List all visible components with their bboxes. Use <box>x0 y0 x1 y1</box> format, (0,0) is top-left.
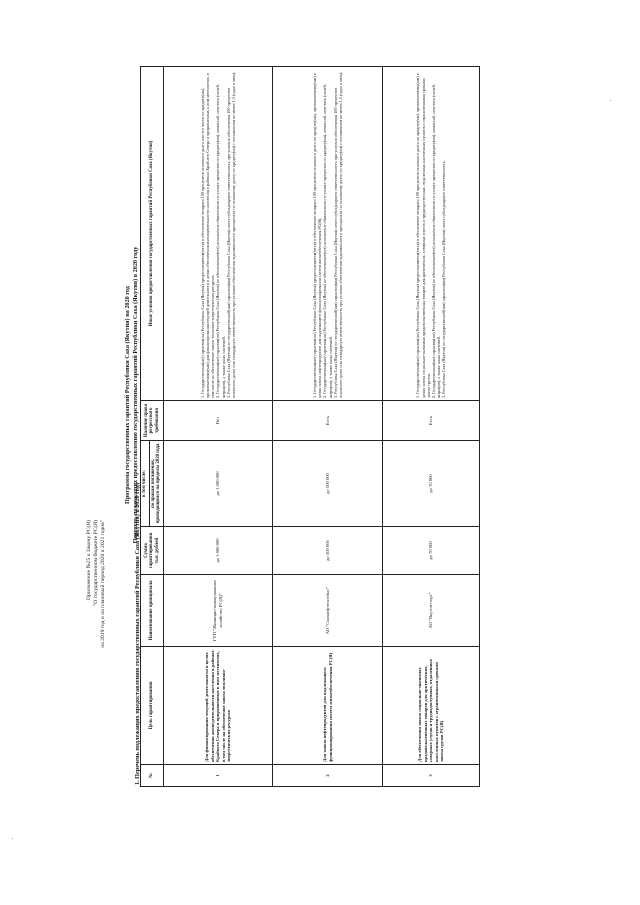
header-including-sub: по правам погашения, приходящимся на пределы 2020 года <box>149 441 163 527</box>
amount-value: 1 000 000 <box>215 538 221 557</box>
row-regress: Нет <box>163 401 273 441</box>
header-num: № <box>141 765 164 787</box>
header-purpose: Цель гарантирования <box>141 647 164 765</box>
row-amount <box>163 527 273 575</box>
term-line: 2. Государственная(ые) гарантия(ии) Республики Саха (Якутия) не обеспечивает(ют) исполнение обязательств по уплате процентов по кредиту(ам), комиссий, неустоек (пеней, штрафов), а также иных платежей. <box>322 84 333 398</box>
amount-prefix: до <box>215 557 221 563</box>
row-regress: Есть <box>273 401 383 441</box>
including-value: 500 000 <box>324 473 330 489</box>
row-regress: Есть <box>383 401 480 441</box>
row-principal: АО "Якутоптторг" <box>383 575 480 647</box>
term-line: 1. Государственная(ые) гарантия(ии) Республики Саха (Якутия) предоставляется(ются) в обеспечение возврата 100 процентов основного долга или его части по кредиту(ам), привлекаемому(ым) для финансирования текущей деятельности в целях обеспечения жизнедеятельности населения в районах Крайнего Севера и приравненных к ним местностях, в том числе на обеспечение завоза топливно-энергетических ресурсов. <box>199 73 216 398</box>
document-title-line: Программа государственных гарантий Республики Саха (Якутия) на 2020 год <box>124 286 131 504</box>
header-amount: Сумма гарантирования тыс. рублей <box>141 527 164 575</box>
term-line: 3. Республика Саха (Якутия) по государственной(ым) гарантии(ям) Республики Саха (Якутия) несет субсидиарную ответственность. <box>441 160 447 398</box>
header-terms: Иные условия предоставления государственных гарантий Республики Саха (Якутия) <box>141 67 164 401</box>
section-title: Перечень подлежащих предоставлению государственных гарантий Республики Саха (Якутия) в 2020 году <box>134 482 141 779</box>
row-amount <box>273 527 383 575</box>
row-terms <box>273 67 383 401</box>
scan-speck <box>12 838 13 839</box>
term-line: 1. Государственная(ые) гарантия(ии) Республики Саха (Якутия) предоставляется(ются) в обеспечение возврата 100 процентов основного долга по кредиту(ам), привлекаемому(ым) в целях завоза нефтепродуктов для надлежащего функционирования систем жизнеобеспечения РС(Я). <box>312 73 323 398</box>
appendix-note <box>86 520 108 840</box>
section-number: 1. <box>134 780 141 785</box>
row-principal: ГУП "Жилищно-коммунальное хозяйство РС(Я)" <box>163 575 273 647</box>
guarantees-table <box>140 66 480 787</box>
row-purpose: Для финансирования текущей деятельности в целях обеспечения жизнедеятельности населения в районах Крайнего Севера и приравненных к ним местностях, в том числе на обеспечение завоза топливно-энергетических ресурсов <box>163 647 273 765</box>
row-purpose: Для обеспечения завоза социально-значимых продовольственных товаров для арктических, северных улусов и труднодоступных, отдаленных населенных пунктов с ограниченными сроками завоза грузов РС(Я) <box>383 647 480 765</box>
row-purpose: Для завоза нефтепродуктов для надлежащего функционирования систем жизнеобеспечения РС(Я) <box>273 647 383 765</box>
table-row <box>383 67 480 787</box>
amount-prefix: до <box>324 556 330 561</box>
term-line: 1. Государственная(ые) гарантия(ии) Республики Саха (Якутия) предоставляется(ются) в обеспечение возврата 100 процентов основного долга по кредиту(ам), привлекаемому(ым) в целях завоза социально-значимых продовольственных товаров для арктических, северных улусов и труднодоступных, отдаленных населенных пунктов с ограниченными сроками завоза грузов. <box>415 73 431 398</box>
including-value: 1 000 000 <box>215 471 221 490</box>
term-line: 3. Республика Саха (Якутия) по государственной(ым) гарантии(ям) Республики Саха (Якутия) несет субсидиарную ответственность при условии обеспечения 100 процентов основного долга или солидарную ответственность при условии обеспечения задолженности принципала по основному долгу по кредиту(ам) с погашением не менее 1,5 (одна и пять). <box>332 71 344 398</box>
document-subtitle-line: Перечень подлежащих предоставлению государственных гарантий Республики Саха (Якутия) в 2020 году <box>132 246 139 544</box>
including-prefix: до <box>428 488 434 493</box>
term-line: 2. Государственная(ые) гарантия(ии) Республики Саха (Якутия) не обеспечивает(ют) исполнение обязательств по уплате процентов по кредиту(ам), комиссий, неустоек (пеней, штрафов), а также иных платежей. <box>215 84 226 398</box>
appendix-line: на 2019 год и на плановый период 2020 и 2021 годов" <box>100 520 107 648</box>
including-value: 70 000 <box>428 474 434 487</box>
row-including <box>163 441 273 527</box>
appendix-line: "О государственном бюджете РС(Я) <box>93 520 100 606</box>
row-number: 3 <box>383 765 480 787</box>
header-including: в том числе: <box>141 441 150 527</box>
row-number: 1 <box>163 765 273 787</box>
row-terms <box>383 67 480 401</box>
table-row <box>163 67 273 787</box>
row-including <box>273 441 383 527</box>
header-regress: Наличие права регрессного требования <box>141 401 164 441</box>
header-principal: Наименование принципала <box>141 575 164 647</box>
term-line: 3. Республика Саха (Якутия) по государственной(ым) гарантии(ям) Республики Саха (Якутия) несет субсидиарную ответственность при условии обеспечения 100 процентов основного долга или солидарную ответственность при условии обеспечения задолженности принципала по основному долгу по кредиту(ам) с погашением не менее 1,5 (одна и пять). <box>225 71 237 398</box>
row-amount <box>383 527 480 575</box>
scan-speck <box>610 100 611 101</box>
term-line: 2. Государственная(ые) гарантия(ии) Республики Саха (Якутия) не обеспечивает(ют) исполнение обязательств по уплате процентов по кредиту(ам), комиссий, неустоек (пеней, штрафов), а также иных платежей. <box>431 84 442 398</box>
row-including <box>383 441 480 527</box>
row-principal: АО "Саханефтегазсбыт" <box>273 575 383 647</box>
appendix-line: Приложение №25 к Закону РС(Я) <box>86 520 92 600</box>
row-number: 2 <box>273 765 383 787</box>
row-terms <box>163 67 273 401</box>
amount-prefix: до <box>428 555 434 560</box>
amount-value: 70 000 <box>428 541 434 554</box>
amount-value: 500 000 <box>324 540 330 556</box>
table-row <box>273 67 383 787</box>
including-prefix: до <box>215 490 221 496</box>
including-prefix: до <box>324 489 330 494</box>
